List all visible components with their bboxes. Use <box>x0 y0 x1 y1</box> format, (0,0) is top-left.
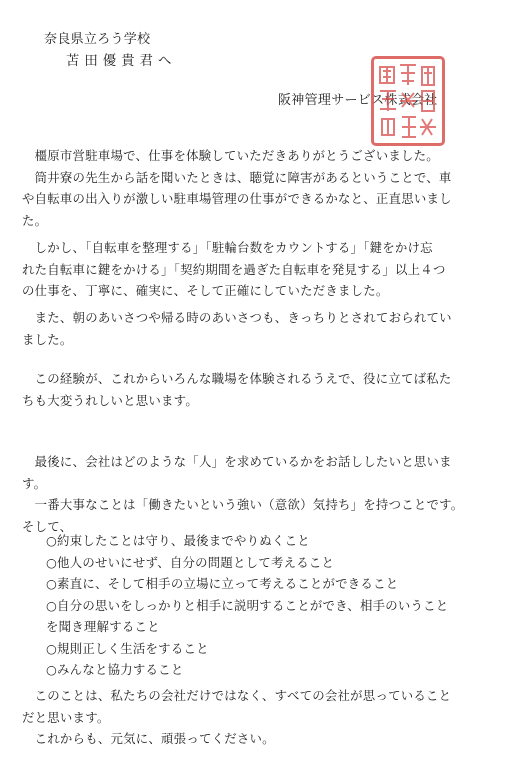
list-item: ○規則正しく生活をすること <box>46 640 209 656</box>
recipient-name: 苫田優貴君へ <box>66 54 177 69</box>
list-item-continuation: を聞き理解すること <box>46 619 160 634</box>
text-line: 一番大事なことは「働きたいという強い（意欲）気持ち」を持つことです。 <box>22 497 464 512</box>
expectations-list <box>46 530 448 681</box>
company-seal-stamp <box>371 56 445 146</box>
list-item: ○みんなと協力すること <box>46 662 184 677</box>
paragraph-tasks <box>22 237 474 302</box>
text-line: た。 <box>22 212 48 228</box>
text-line: そして、 <box>22 518 73 534</box>
text-line: れた自転車に鍵をかける」「契約期間を過ぎた自転車を発見する」以上４つ <box>22 261 446 277</box>
paragraph-greetings <box>22 307 474 350</box>
paragraph-closing <box>22 685 474 750</box>
text-line: の仕事を、丁寧に、確実に、そして正確にしていただきました。 <box>22 283 389 298</box>
text-line: 橿原市営駐車場で、仕事を体験していただきありがとうございました。 <box>22 148 439 163</box>
text-line: また、朝のあいさつや帰る時のあいさつも、きっちりとされておられてい <box>22 310 452 325</box>
paragraph-experience <box>22 368 474 411</box>
list-item: ○素直に、そして相手の立場に立って考えることができること <box>46 576 399 591</box>
list-item: ○他人のせいにせず、自分の問題として考えること <box>46 554 335 570</box>
text-line: ちも大変うれしいと思います。 <box>22 392 198 408</box>
text-line: このことは、私たちの会社だけではなく、すべての会社が思っていること <box>22 688 452 703</box>
text-line: しかし、「自転車を整理する」「駐輪台数をカウントする」「鍵をかけ忘 <box>22 240 433 255</box>
paragraph-company-expectations <box>22 451 474 537</box>
list-item: ○自分の思いをしっかりと相手に説明することができ、相手のいうこと <box>46 597 449 613</box>
text-line: 筒井寮の先生から話を聞いたときは、聴覚に障害があるということで、車 <box>22 169 452 185</box>
list-item: ○約束したことは守り、最後までやりぬくこと <box>46 533 310 548</box>
text-line: だと思います。 <box>22 709 110 725</box>
recipient-school: 奈良県立ろう学校 <box>44 32 151 47</box>
text-line: す。 <box>22 475 47 491</box>
text-line: これからも、元気に、頑張ってください。 <box>22 731 275 746</box>
sender-company: 阪神管理サービス株式会社 <box>278 93 438 108</box>
paragraph-thanks <box>22 145 474 231</box>
text-line: や自転車の出入りが激しい駐車場管理の仕事ができるかなと、正直思いまし <box>22 191 452 206</box>
text-line: この経験が、これからいろんな職場を体験されるうえで、役に立てば私た <box>22 371 452 386</box>
text-line: 最後に、会社はどのような「人」を求めているかをお話ししたいと思いま <box>22 454 452 469</box>
text-line: ました。 <box>22 331 73 347</box>
